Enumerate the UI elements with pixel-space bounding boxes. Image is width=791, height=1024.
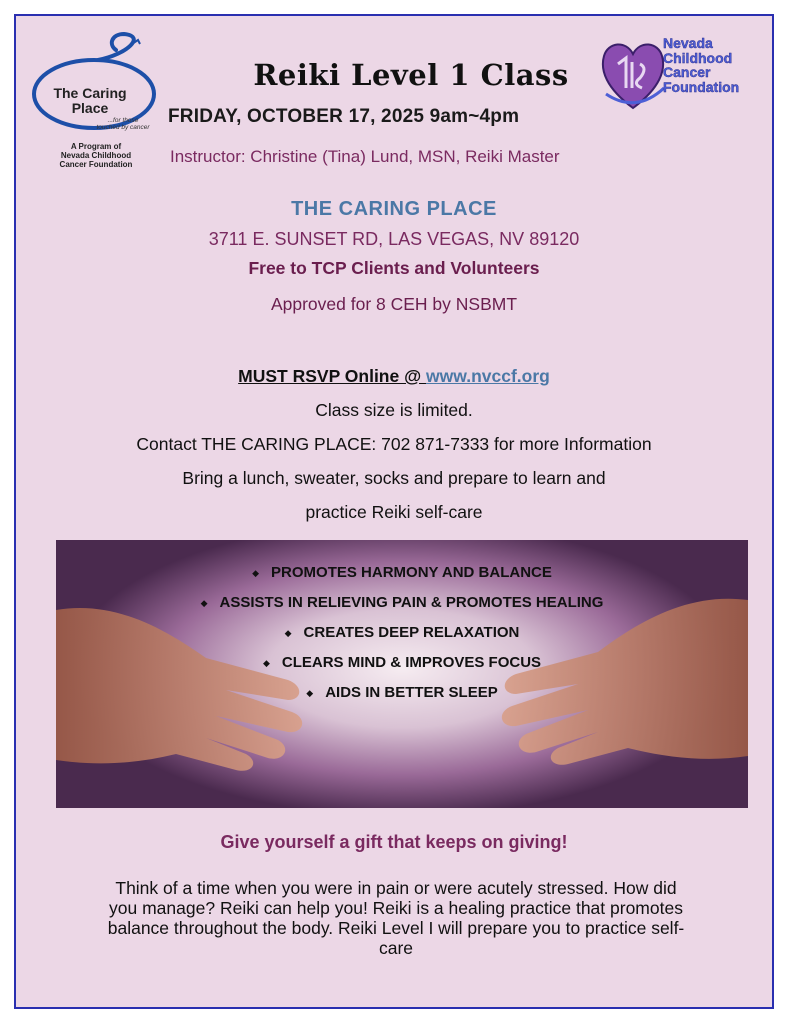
class-title: Reiki Level 1 Class — [253, 58, 569, 92]
benefit-item — [56, 618, 748, 648]
reiki-hands-image — [56, 540, 748, 808]
benefits-list — [56, 558, 748, 708]
gift-headline: Give yourself a gift that keeps on giving! — [220, 832, 568, 852]
diamond-bullet-icon: ◆ — [252, 568, 260, 579]
rsvp-label: MUST RSVP Online @ — [238, 366, 427, 386]
benefit-item — [56, 588, 748, 618]
benefit-text: CLEARS MIND & IMPROVES FOCUS — [281, 654, 542, 672]
paragraph-line: Think of a time when you were in pain or were acutely stressed. How did — [115, 878, 677, 898]
closing-paragraph — [34, 878, 758, 958]
program-line: A Program of — [70, 142, 122, 151]
flyer-frame — [14, 14, 774, 1009]
program-line: Nevada Childhood — [60, 151, 132, 160]
venue-address: 3711 E. SUNSET RD, LAS VEGAS, NV 89120 — [208, 229, 580, 249]
benefit-item — [56, 558, 748, 588]
paragraph-line: care — [378, 938, 414, 958]
paragraph-line: balance throughout the body. Reiki Level I will prepare you to practice self- — [107, 918, 685, 938]
contact-info: Contact THE CARING PLACE: 702 871-7333 for more Information — [136, 434, 652, 454]
program-line: Cancer Foundation — [59, 160, 133, 169]
nccf-logo-line: Childhood — [663, 49, 733, 66]
venue-name: THE CARING PLACE — [291, 198, 497, 220]
logo-tagline — [78, 117, 168, 131]
approval-notice: Approved for 8 CEH by NSBMT — [270, 294, 518, 314]
free-notice: Free to TCP Clients and Volunteers — [248, 258, 540, 278]
logo-tagline-line: ...for those — [107, 117, 139, 124]
the-caring-place-logo-text — [50, 86, 130, 116]
benefit-text: PROMOTES HARMONY AND BALANCE — [271, 564, 552, 581]
diamond-bullet-icon: ◆ — [262, 658, 270, 669]
instructor-text: Instructor: Christine (Tina) Lund, MSN, Reiki Master — [170, 147, 560, 166]
nccf-logo-line: Nevada — [663, 35, 713, 51]
nccf-logo-text — [663, 36, 773, 94]
program-of-text — [36, 142, 156, 169]
nccf-logo-line: Foundation — [663, 78, 740, 95]
logo-name-line: The Caring — [53, 85, 127, 101]
diamond-bullet-icon: ◆ — [284, 628, 292, 639]
class-size-note: Class size is limited. — [315, 400, 473, 420]
nccf-logo-line: Cancer — [663, 64, 711, 80]
logo-name-line: Place — [71, 100, 109, 116]
bring-items-line: practice Reiki self-care — [305, 502, 483, 522]
diamond-bullet-icon: ◆ — [200, 598, 208, 609]
benefit-item — [56, 648, 748, 678]
rsvp-line — [16, 366, 772, 387]
the-caring-place-logo — [28, 24, 163, 139]
class-date: FRIDAY, OCTOBER 17, 2025 9am~4pm — [168, 106, 520, 127]
benefit-text: CREATES DEEP RELAXATION — [303, 624, 520, 642]
bring-items-line: Bring a lunch, sweater, socks and prepare to learn and — [182, 468, 606, 488]
logo-tagline-line: touched by cancer — [96, 124, 150, 131]
rsvp-link[interactable]: www.nvccf.org — [426, 366, 550, 386]
benefit-text: AIDS IN BETTER SLEEP — [325, 684, 498, 702]
benefit-item — [56, 678, 748, 708]
diamond-bullet-icon: ◆ — [306, 688, 314, 699]
benefit-text: ASSISTS IN RELIEVING PAIN & PROMOTES HEALING — [219, 594, 604, 612]
paragraph-line: you manage? Reiki can help you! Reiki is a healing practice that promotes — [109, 898, 683, 918]
